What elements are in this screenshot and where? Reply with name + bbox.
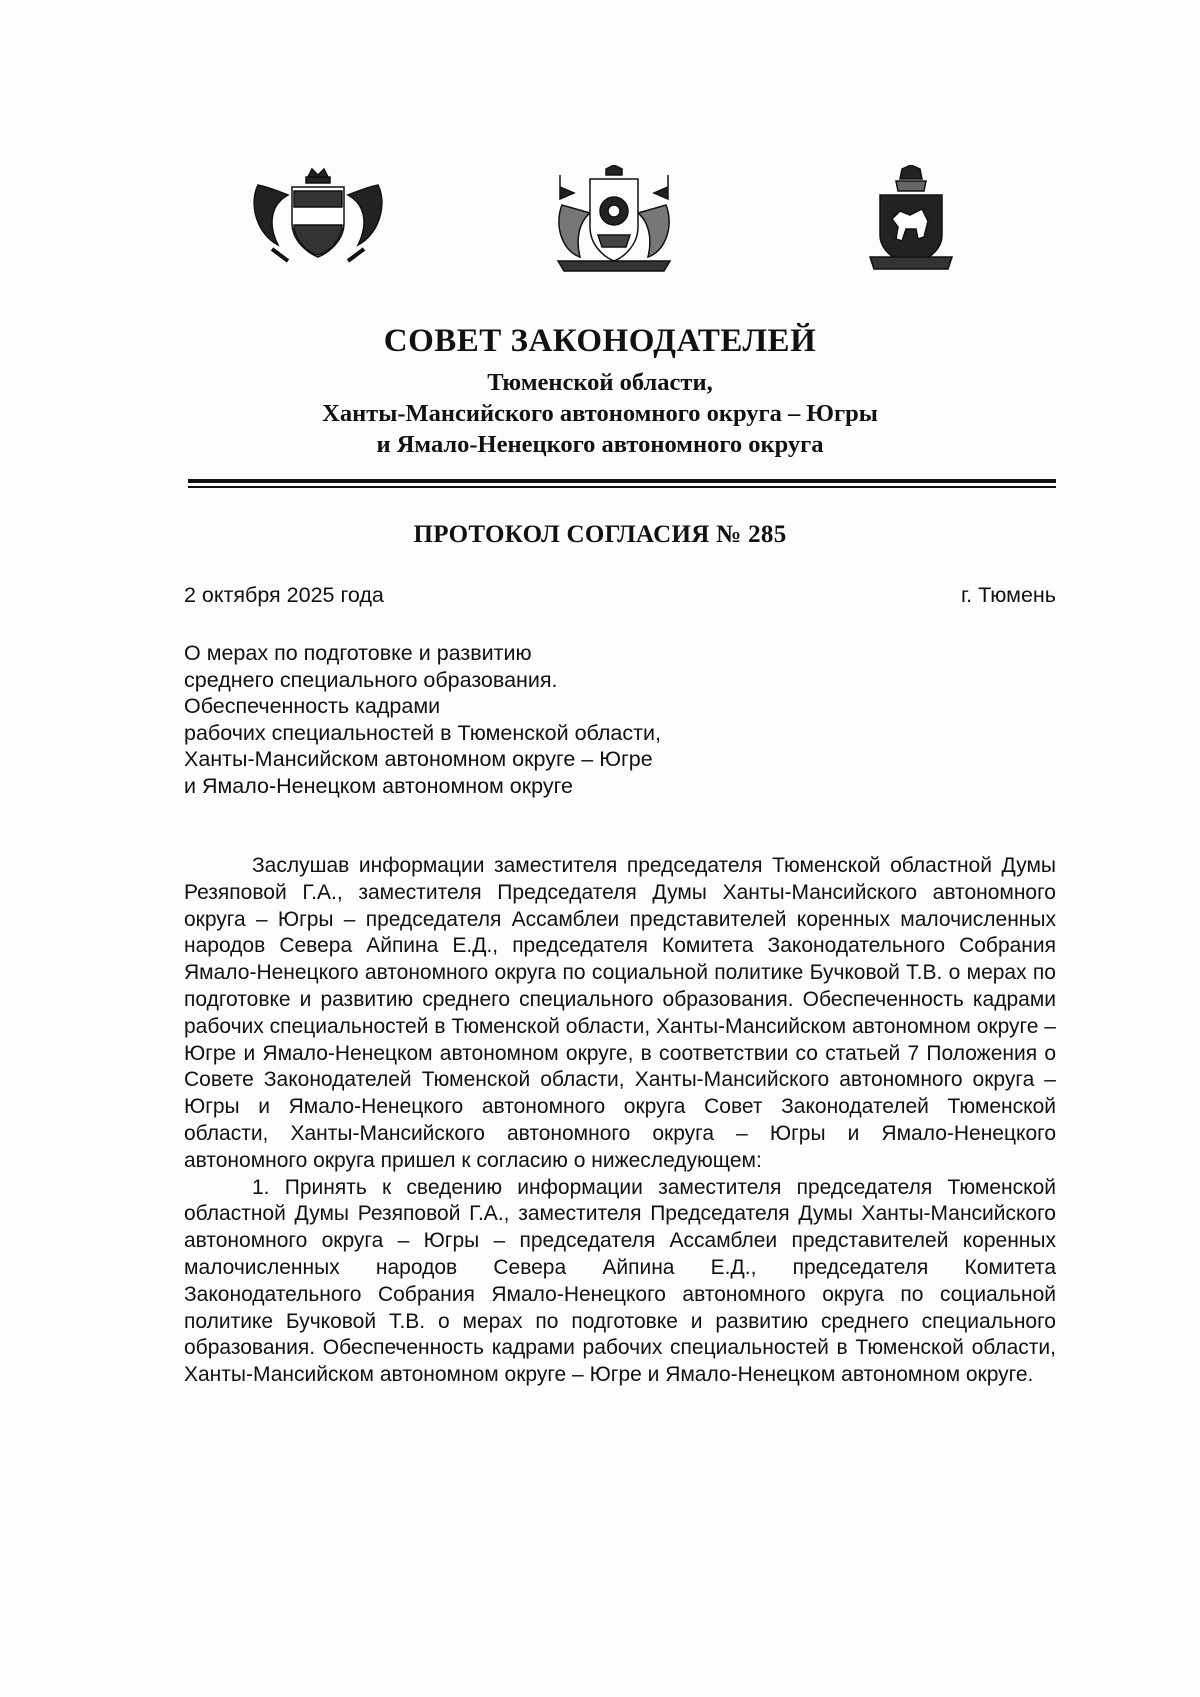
subject-line: и Ямало-Ненецком автономном округе — [184, 773, 573, 798]
council-subtitle-line: и Ямало-Ненецкого автономного округа — [376, 431, 824, 458]
header-divider-thick — [188, 479, 1056, 483]
subject-line: Ханты-Мансийском автономном округе – Югре — [184, 747, 653, 771]
body-paragraph-preamble: Заслушав информации заместителя председателя Тюменской областной Думы Резяповой Г.А., заместителя Председателя Думы Ханты-Мансийского автономного округа – Югры – председателя Ассамблеи представителей коренных малочисленных народов Севера Айпина Е.Д., председателя Комитета Законодательного Собрания Ямало-Ненецкого автономного округа по социальной политике Бучковой Т.В. о мерах по подготовке и развитию среднего специального образования. Обеспеченность кадрами рабочих специальностей в Тюменской области, Ханты-Мансийском автономном округе – Югре и Ямало-Ненецком автономном округе, в соответствии со статьей 7 Положения о Совете Законодателей Тюменской области, Ханты-Мансийского автономного округа – Югры и Ямало-Ненецкого автономного округа Совет Законодателей Тюменской области, Ханты-Мансийского автономного округа – Югры и Ямало-Ненецкого автономного округа пришел к согласию о нижеследующем: — [184, 854, 1056, 1172]
body-paragraph-item-1: 1. Принять к сведению информации заместителя председателя Тюменской областной Думы Резяповой Г.А., заместителя Председателя Думы Ханты-Мансийского автономного округа – Югры – председателя Ассамблеи представителей коренных малочисленных народов Севера Айпина Е.Д., председателя Комитета Законодательного Собрания Ямало-Ненецкого автономного округа по социальной политике Бучковой Т.В. о мерах по подготовке и развитию среднего специального образования. Обеспеченность кадрами рабочих специальностей в Тюменской области, Ханты-Мансийском автономном округе – Югре и Ямало-Ненецком автономном округе. — [184, 1175, 1056, 1387]
subject-line: Обеспеченность кадрами — [184, 694, 441, 718]
yanao-coat-of-arms-icon — [866, 165, 956, 273]
protocol-city: г. Тюмень — [960, 583, 1056, 607]
council-title: СОВЕТ ЗАКОНОДАТЕЛЕЙ — [383, 323, 817, 359]
council-subtitle-line: Тюменской области, — [487, 369, 713, 396]
council-subtitle-line: Ханты-Мансийского автономного округа – Югры — [322, 400, 878, 427]
subject-line: среднего специального образования. — [184, 667, 558, 692]
protocol-date: 2 октября 2025 года — [184, 583, 384, 607]
khmao-yugra-coat-of-arms-icon — [550, 165, 678, 273]
protocol-subject — [184, 640, 661, 799]
header-divider-thin — [188, 486, 1056, 488]
subject-line: О мерах по подготовке и развитию — [184, 641, 532, 665]
protocol-title: ПРОТОКОЛ СОГЛАСИЯ № 285 — [413, 521, 787, 548]
subject-line: рабочих специальностей в Тюменской области, — [184, 720, 661, 745]
protocol-body — [184, 853, 1056, 1389]
tyumen-oblast-coat-of-arms-icon — [248, 165, 388, 265]
